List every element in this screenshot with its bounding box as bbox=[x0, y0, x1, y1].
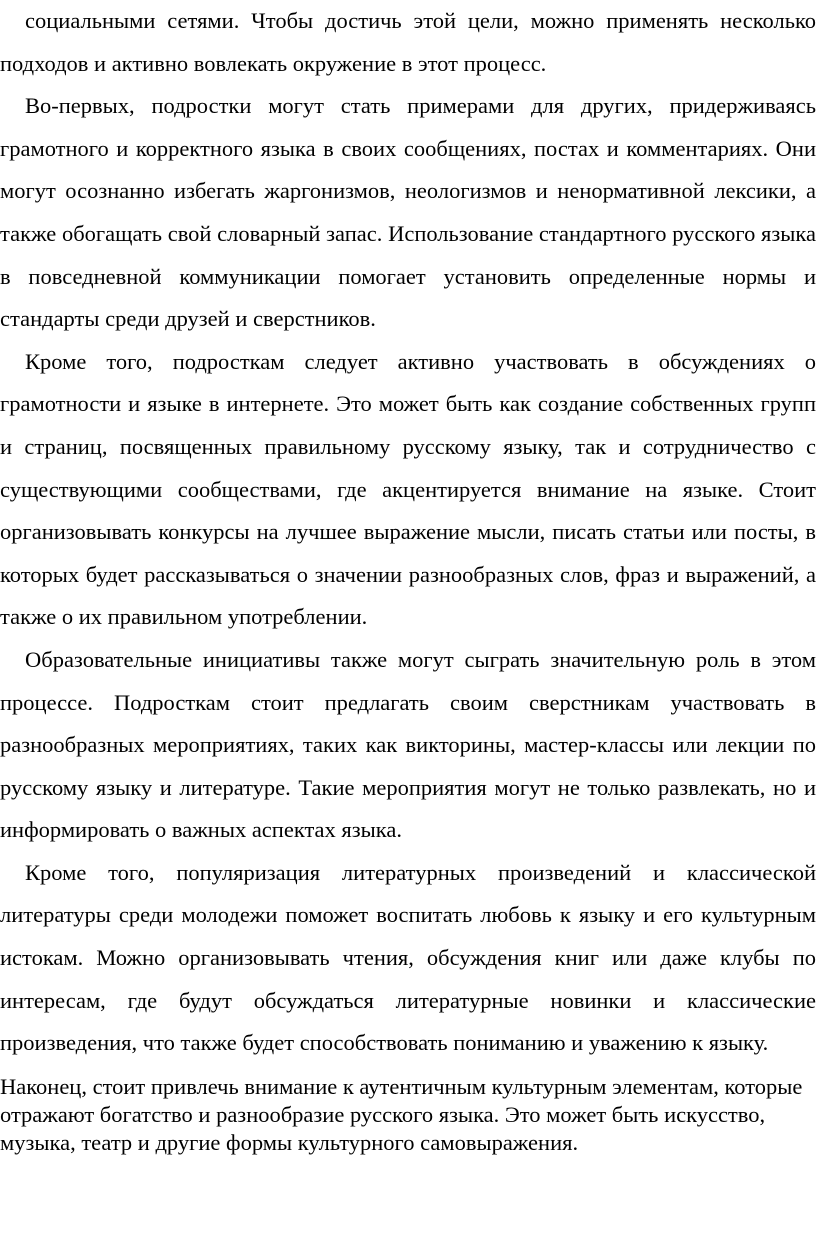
paragraph-literature-popularization: Кроме того, популяризация литературных произведений и классической литературы среди молодежи поможет воспитать любовь к языку и его культурным истокам. Можно организовывать чтения, обсуждения книг или даже клубы по интересам, где будут обсуждаться литературные новинки и классические произведения, что также будет способствовать пониманию и уважению к языку. bbox=[0, 859, 816, 1056]
paragraph-educational-initiatives: Образовательные инициативы также могут сыграть значительную роль в этом процессе. Подросткам стоит предлагать своим сверстникам участвовать в разнообразных мероприятиях, таких как викторины, мастер-классы или лекции по русскому языку и литературе. Такие мероприятия могут не только развлекать, но и информировать о важных аспектах языка. bbox=[0, 646, 816, 843]
paragraph-continuation: социальными сетями. Чтобы достичь этой цели, можно применять несколько подходов и активно вовлекать окружение в этот процесс. bbox=[0, 8, 816, 76]
paragraph-online-discussions: Кроме того, подросткам следует активно участвовать в обсуждениях о грамотности и языке в интернете. Это может быть как создание собственных групп и страниц, посвященных правильному русскому языку, так и сотрудничество с существующими сообществами, где акцентируется внимание на языке. Стоит организовывать конкурсы на лучшее выражение мысли, писать статьи или посты, в которых будет рассказываться о значении разнообразных слов, фраз и выражений, а также о их правильном употреблении. bbox=[0, 348, 816, 630]
paragraph-first-point: Во-первых, подростки могут стать примерами для других, придерживаясь грамотного и корректного языка в своих сообщениях, постах и комментариях. Они могут осознанно избегать жаргонизмов, неологизмов и ненормативной лексики, а также обогащать свой словарный запас. Использование стандартного русского языка в повседневной коммуникации помогает установить определенные нормы и стандарты среди друзей и сверстников. bbox=[0, 93, 816, 332]
paragraph-cultural-elements: Наконец, стоит привлечь внимание к аутентичным культурным элементам, которые отражают богатство и разнообразие русского языка. Это может быть искусство, музыка, театр и другие формы культурного самовыражения. bbox=[0, 1073, 803, 1155]
